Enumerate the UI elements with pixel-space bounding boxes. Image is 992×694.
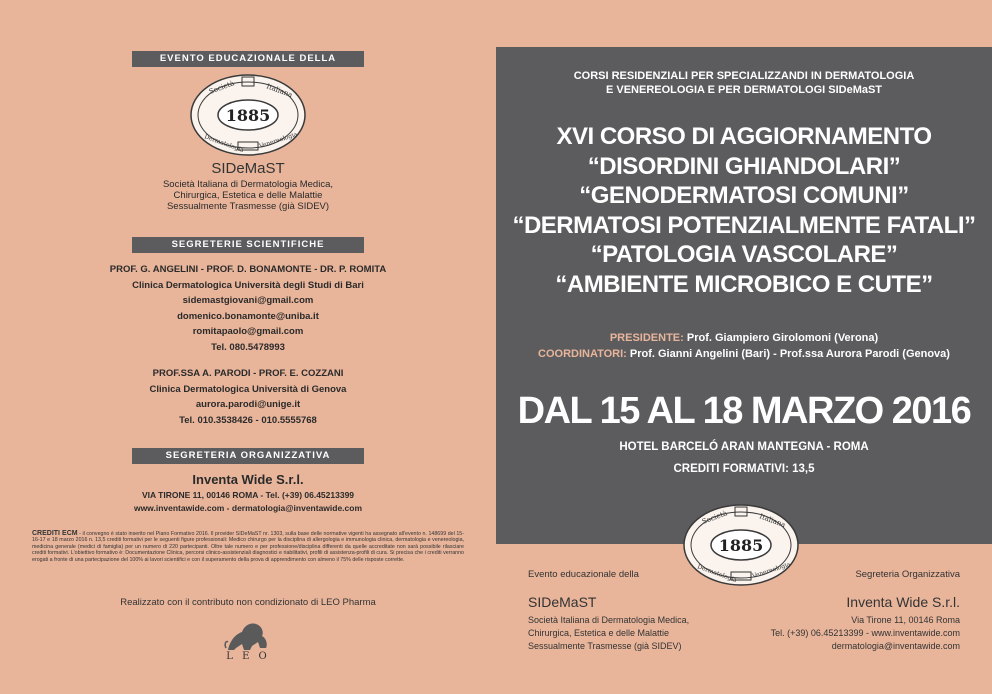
org-desc-1: Società Italiana di Dermatologia Medica,	[162, 179, 334, 190]
footer-right-label: Segreteria Organizzativa	[855, 569, 960, 580]
coordinators-value: Prof. Gianni Angelini (Bari) - Prof.ssa Aurora Parodi (Genova)	[629, 348, 950, 360]
footer-left-2: Chirurgica, Estetica e delle Malattie	[528, 628, 670, 638]
sci2-names: PROF.SSA A. PARODI - PROF. E. COZZANI	[152, 368, 344, 379]
credits: CREDITI FORMATIVI: 13,5	[673, 463, 815, 475]
sidemast-seal-logo	[188, 72, 308, 158]
course-title: XVI CORSO DI AGGIORNAMENTO	[556, 123, 932, 150]
org-desc-2: Chirurgica, Estetica e delle Malattie	[173, 190, 323, 201]
cover-header-2: E VENEREOLOGIA E PER DERMATOLOGI SIDeMaST	[605, 83, 883, 96]
org2-web: www.inventawide.com - dermatologia@inventawide.com	[133, 503, 363, 513]
topic-2: “GENODERMATOSI COMUNI”	[579, 182, 909, 209]
topic-3: “DERMATOSI POTENZIALMENTE FATALI”	[512, 211, 976, 239]
ecm-body: - il convegno è stato inserito nel Piano Formativo 2016. Il provider SIDeMaST nr. 1303, sulla base delle normative vigenti ha assegnato all'evento n. 148699 del 15-16-17 e 18 marzo 2016 n. 13,5 crediti formativi per le seguenti figure professionali: Medico chirurgo per la disciplina di allergologia e immunologia clinica, dermatologia e venereologia, medicina generale (medici di famiglia) per un numero di 220 partecipanti. Oltre tale numero e per professione/disciplina differenti da quelle accreditate non sarà possibile rilasciare crediti formativi. L'obiettivo formativo è: Documentazione Clinica, percorsi clinico-assistenziali diagnostici e riabilitativi, profili di assistenza-profili di cura. Si precisa che i crediti verranno erogati a fronte di una partecipazione del 100% ai lavori scientifici e con il superamento della prova di apprendimento con almeno il 75% delle risposte corrette.	[32, 531, 464, 563]
sci2-email: aurora.parodi@unige.it	[195, 399, 301, 410]
sci2-tel: Tel. 010.3538426 - 010.5555768	[179, 414, 317, 426]
ecm-label: CREDITI ECM	[32, 530, 78, 537]
sci1-email1: sidemastgiovani@gmail.com	[182, 295, 314, 306]
event-dates: DAL 15 AL 18 MARZO 2016	[517, 390, 971, 432]
leo-text: L E O	[226, 651, 270, 662]
cover-header-1: CORSI RESIDENZIALI PER SPECIALIZZANDI IN DERMATOLOGIA	[573, 70, 915, 82]
org-desc-3: Sessualmente Trasmesse (già SIDEV)	[166, 201, 330, 212]
sci1-email2: domenico.bonamonte@uniba.it	[177, 310, 319, 322]
svg-text:Società: Società	[700, 509, 729, 526]
sci1-tel: Tel. 080.5478993	[211, 341, 285, 353]
sci2-clinic: Clinica Dermatologica Università di Genova	[149, 383, 347, 395]
topic-4: “PATOLOGIA VASCOLARE”	[590, 241, 898, 268]
footer-left-label: Evento educazionale della	[528, 569, 639, 580]
footer-right-1: Via Tirone 11, 00146 Roma	[851, 615, 960, 625]
svg-text:Italiana: Italiana	[758, 512, 787, 530]
coordinators-line	[496, 346, 992, 362]
organizing-bar: SEGRETERIA ORGANIZZATIVA	[132, 448, 364, 464]
topic-1: “DISORDINI GHIANDOLARI”	[587, 152, 901, 180]
svg-text:Venereologia: Venereologia	[751, 560, 792, 580]
footer-right-3: dermatologia@inventawide.com	[831, 641, 960, 651]
sci1-names: PROF. G. ANGELINI - PROF. D. BONAMONTE - DR. P. ROMITA	[109, 264, 387, 275]
coordinators-label: COORDINATORI:	[538, 348, 627, 360]
event-bar: EVENTO EDUCAZIONALE DELLA	[132, 51, 364, 67]
president-line	[496, 330, 992, 346]
sci1-clinic: Clinica Dermatologica Università degli Studi di Bari	[132, 279, 364, 291]
seal-year: 1885	[718, 536, 764, 555]
president-label: PRESIDENTE:	[609, 332, 684, 344]
footer-right-2: Tel. (+39) 06.45213399 - www.inventawide.com	[770, 628, 960, 638]
topic-5: “AMBIENTE MICROBICO E CUTE”	[555, 270, 933, 298]
org2-name: Inventa Wide S.r.l.	[192, 472, 304, 487]
sci1-email3: romitapaolo@gmail.com	[192, 326, 304, 337]
ecm-text	[32, 531, 464, 563]
footer-left-name: SIDeMaST	[528, 594, 597, 610]
footer-right-name: Inventa Wide S.r.l.	[846, 594, 960, 610]
svg-text:Dermatologia: Dermatologia	[203, 133, 245, 155]
sponsor-note: Realizzato con il contributo non condizionato di LEO Pharma	[120, 597, 376, 608]
scientific-bar: SEGRETERIE SCIENTIFICHE	[132, 237, 364, 253]
footer-left-1: Società Italiana di Dermatologia Medica,	[528, 615, 690, 625]
svg-text:1885: 1885	[225, 106, 271, 125]
org2-addr: VIA TIRONE 11, 00146 ROMA - Tel. (+39) 06.45213399	[141, 490, 355, 500]
svg-text:Società: Società	[207, 79, 236, 96]
president-value: Prof. Giampiero Girolomoni (Verona)	[686, 332, 879, 344]
footer-left-3: Sessualmente Trasmesse (già SIDEV)	[528, 641, 682, 651]
venue: HOTEL BARCELÓ ARAN MANTEGNA - ROMA	[619, 441, 869, 453]
svg-text:Dermatologia: Dermatologia	[696, 563, 738, 585]
svg-text:Venereologia: Venereologia	[258, 130, 299, 150]
org-name: SIDeMaST	[211, 160, 285, 177]
svg-text:Italiana: Italiana	[265, 82, 294, 100]
